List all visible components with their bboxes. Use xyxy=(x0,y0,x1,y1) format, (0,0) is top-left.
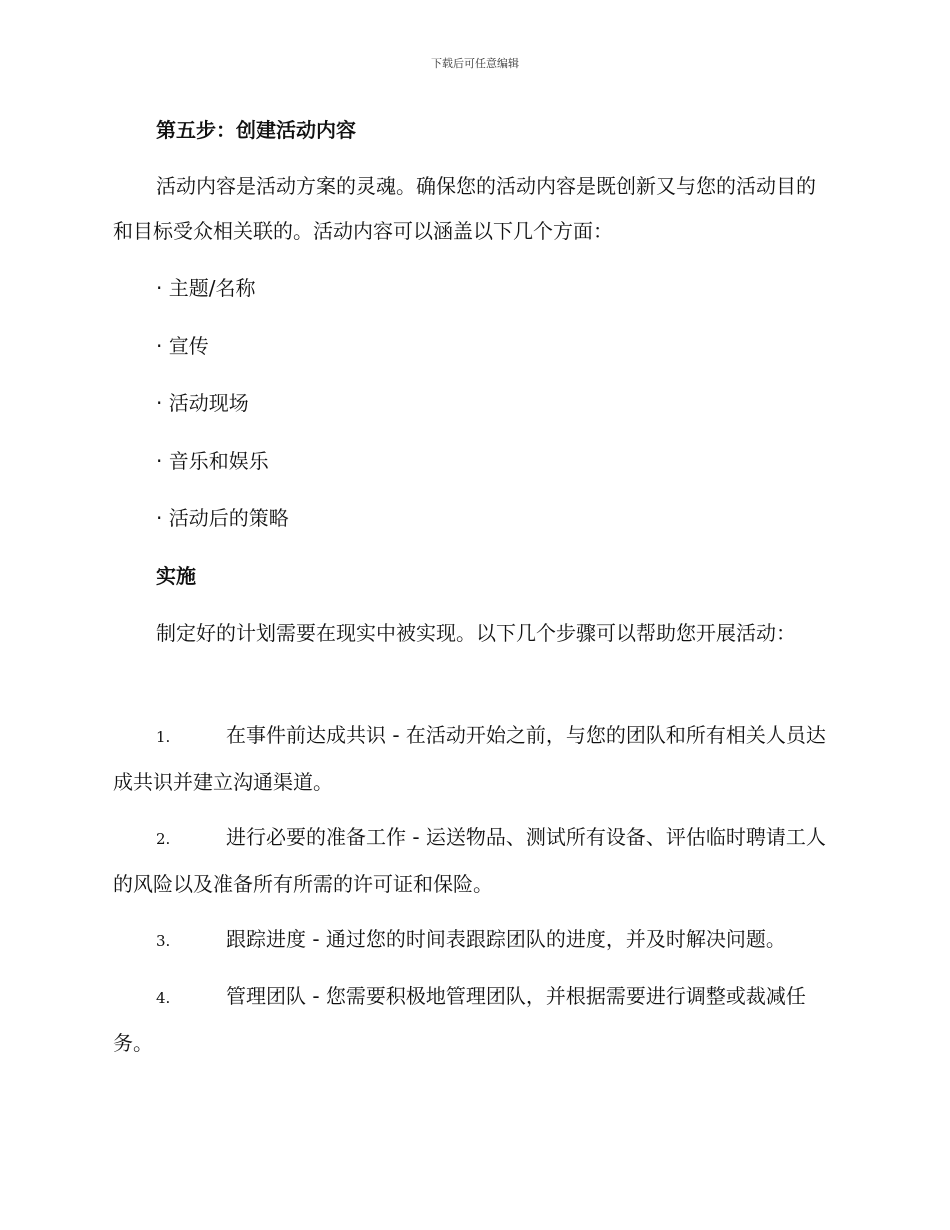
bullet-item: · 音乐和娱乐 xyxy=(156,449,269,473)
step-number: 3. xyxy=(156,932,171,950)
bullet-item: · 活动后的策略 xyxy=(156,506,289,530)
step5-heading: 第五步：创建活动内容 xyxy=(156,118,356,142)
step-number: 2. xyxy=(156,830,171,848)
bullet-item: · 主题/名称 xyxy=(156,276,256,300)
implementation-intro-paragraph: 制定好的计划需要在现实中被实现。以下几个步骤可以帮助您开展活动： xyxy=(156,621,796,645)
step-number: 4. xyxy=(156,989,171,1007)
bullet-item: · 活动现场 xyxy=(156,391,249,415)
step-text: 在事件前达成共识 - 在活动开始之前，与您的团队和所有相关人员达成共识并建立沟通渠道。 xyxy=(113,723,826,794)
implementation-heading: 实施 xyxy=(156,564,196,588)
step-number: 1. xyxy=(156,728,171,746)
numbered-step xyxy=(113,917,833,964)
bullet-item: · 宣传 xyxy=(156,334,209,358)
numbered-step xyxy=(113,974,833,1066)
step5-intro-paragraph: 活动内容是活动方案的灵魂。确保您的活动内容是既创新又与您的活动目的和目标受众相关联的。活动内容可以涵盖以下几个方面： xyxy=(113,174,816,243)
numbered-step xyxy=(113,815,833,907)
step-text: 管理团队 - 您需要积极地管理团队，并根据需要进行调整或裁减任务。 xyxy=(113,984,806,1055)
step-text: 跟踪进度 - 通过您的时间表跟踪团队的进度，并及时解决问题。 xyxy=(226,927,786,951)
page-header: 下载后可任意编辑 xyxy=(431,57,519,70)
step-text: 进行必要的准备工作 - 运送物品、测试所有设备、评估临时聘请工人的风险以及准备所有所需的许可证和保险。 xyxy=(113,825,826,896)
numbered-step xyxy=(113,713,833,805)
